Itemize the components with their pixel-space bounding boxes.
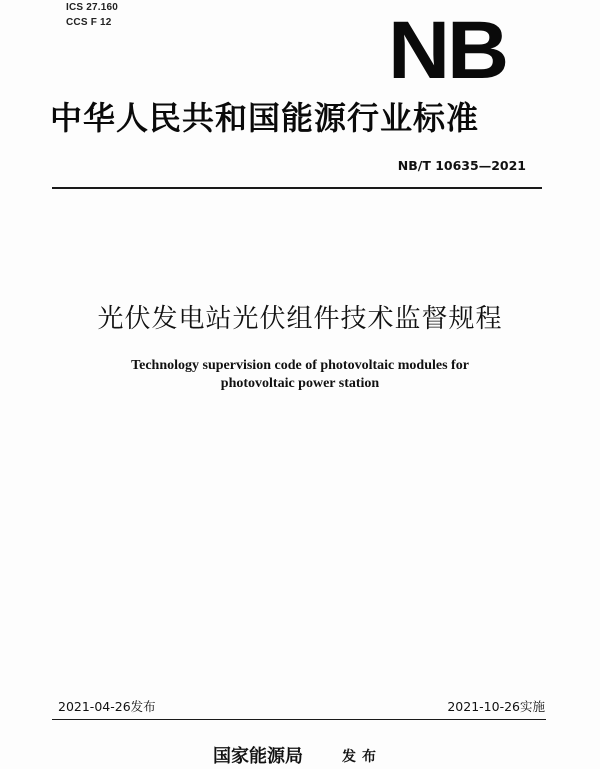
standard-number: NB/T 10635—2021 [397,158,526,173]
issuer-name: 国家能源局 [213,746,303,767]
implementation-date: 2021-10-26实施 [447,699,545,714]
ccs-code: CCS F 12 [66,17,112,28]
header-divider [52,187,542,189]
issuer-verb: 发布 [342,749,382,765]
english-title-line-1: Technology supervision code of photovoltaic modules for [131,358,469,373]
issue-date: 2021-04-26发布 [58,699,156,714]
english-title-line-2: photovoltaic power station [220,376,380,391]
chinese-title: 光伏发电站光伏组件技术监督规程 [97,304,503,334]
footer-divider [52,719,546,720]
ics-code: ICS 27.160 [66,2,119,13]
organization-title: 中华人民共和国能源行业标准 [50,99,480,137]
nb-logo: NB [388,5,507,96]
